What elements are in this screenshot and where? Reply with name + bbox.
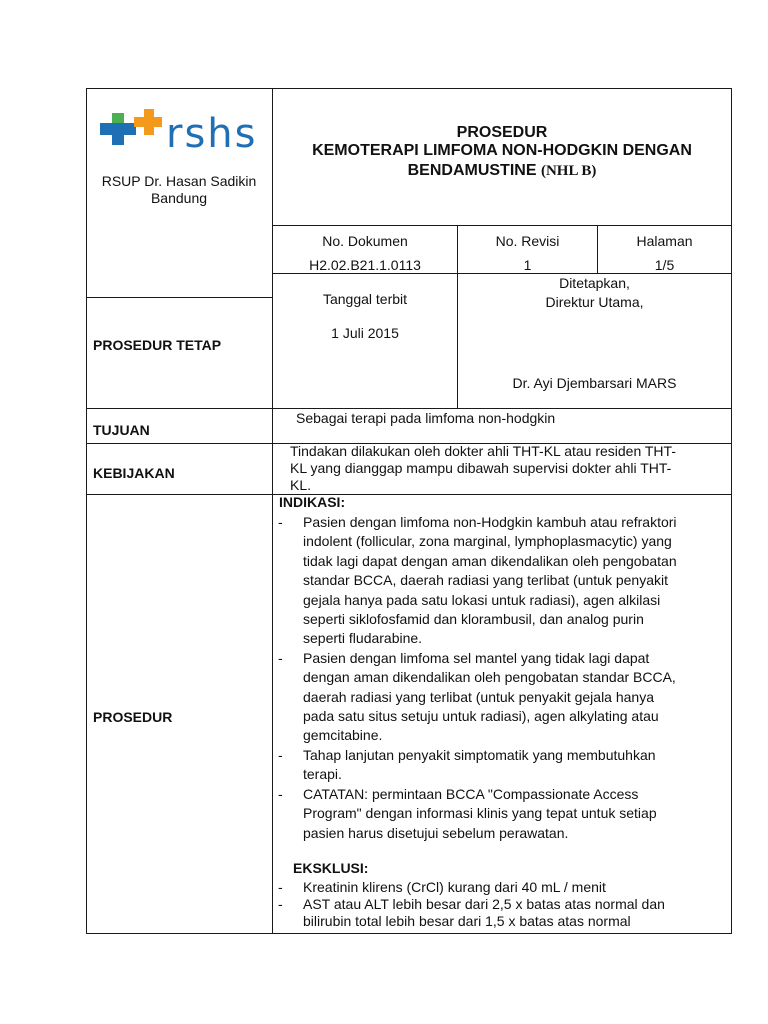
list-item-line: gejala hanya pada satu lokasi untuk radiasi), agen alkilasi (303, 591, 661, 608)
ditetapkan-label: Ditetapkan, (559, 275, 630, 291)
bullet-dash: - (278, 746, 283, 763)
list-item-line: Pasien dengan limfoma non-Hodgkin kambuh atau refraktori (303, 514, 677, 530)
bullet-dash: - (278, 785, 283, 802)
kebijakan-line-1: Tindakan dilakukan oleh dokter ahli THT-KL atau residen THT- (290, 443, 676, 459)
list-item (278, 746, 728, 785)
prosedur-tetap-label: PROSEDUR TETAP (93, 337, 222, 353)
list-item-line: CATATAN: permintaan BCCA "Compassionate Access (303, 785, 639, 802)
kebijakan-bottom-line (86, 494, 732, 495)
list-item-line: pada satu situs setuju untuk radiasi), agen alkylating atau (303, 708, 659, 725)
halaman-value: 1/5 (654, 257, 675, 273)
no-dokumen-value: H2.02.B21.1.0113 (309, 257, 421, 273)
tujuan-label: TUJUAN (93, 422, 150, 438)
column-divider (272, 88, 273, 934)
table-border-top (86, 88, 732, 89)
bullet-dash: - (278, 649, 283, 666)
kebijakan-label: KEBIJAKAN (93, 465, 175, 481)
tujuan-text: Sebagai terapi pada limfoma non-hodgkin (296, 410, 556, 426)
list-item-line: terapi. (303, 766, 342, 783)
title-regimen-code: (NHL B) (540, 163, 597, 179)
signatory-name: Dr. Ayi Djembarsari MARS (512, 375, 677, 391)
list-item-line: Program" dengan informasi klinis yang tepat untuk setiap (303, 805, 657, 822)
list-item-line: Pasien dengan limfoma sel mantel yang tidak lagi dapat (303, 649, 650, 666)
title-line2: KEMOTERAPI LIMFOMA NON-HODGKIN DENGAN (312, 142, 692, 159)
table-border-left (86, 88, 87, 934)
list-item-line: Tahap lanjutan penyakit simptomatik yang membutuhkan (303, 746, 656, 763)
indikasi-list (278, 513, 728, 843)
list-item (278, 879, 728, 896)
cross-logo-icon (100, 109, 162, 145)
list-item-line: dengan aman dikendalikan oleh pengobatan standar BCCA, (303, 669, 676, 686)
list-item-line: gemcitabine. (303, 727, 383, 744)
table-border-bottom (86, 933, 732, 934)
table-border-right (731, 88, 732, 934)
kebijakan-line-2: KL yang dianggap mampu dibawah supervisi dokter ahli THT- (290, 460, 672, 476)
no-revisi-value: 1 (523, 257, 532, 273)
list-item-line: pasien harus disetujui sebelum perawatan. (303, 824, 569, 841)
list-item (278, 513, 728, 649)
title-drug-name: BENDAMUSTINE (407, 162, 537, 179)
list-item-line: bilirubin total lebih besar dari 1,5 x batas atas normal (303, 913, 631, 929)
list-item-line: AST atau ALT lebih besar dari 2,5 x batas atas normal dan (303, 896, 665, 912)
indikasi-heading: INDIKASI: (279, 494, 346, 510)
list-item-line: daerah radiasi yang terlibat (untuk penyakit gejala hanya (303, 688, 655, 705)
logo-text: rshs (166, 111, 258, 155)
list-item (278, 896, 728, 930)
list-item-line: Kreatinin klirens (CrCl) kurang dari 40 mL / menit (303, 879, 606, 895)
list-item-line: seperti fludarabine. (303, 630, 423, 647)
list-item (278, 785, 728, 843)
tanggal-terbit-value: 1 Juli 2015 (331, 325, 399, 341)
no-dokumen-label: No. Dokumen (322, 233, 408, 249)
prosedur-label: PROSEDUR (93, 709, 173, 725)
eksklusi-heading: EKSKLUSI: (293, 860, 369, 876)
no-revisi-label: No. Revisi (495, 233, 560, 249)
list-item-line: standar BCCA, daerah radiasi yang terlibat (untuk penyakit (303, 572, 668, 589)
procedure-document (86, 88, 732, 934)
bullet-dash: - (278, 514, 283, 530)
org-name-line2: Bandung (150, 190, 208, 206)
eksklusi-list (278, 879, 728, 930)
list-item-line: indolent (follicular, zona marginal, lymphoplasmacytic) yang (303, 533, 672, 550)
direktur-utama-label: Direktur Utama, (545, 294, 644, 310)
tanggal-terbit-label: Tanggal terbit (322, 291, 408, 307)
halaman-label: Halaman (636, 233, 693, 249)
org-name-line1: RSUP Dr. Hasan Sadikin (101, 173, 257, 189)
logo-cell-bottom-line (86, 297, 273, 298)
title-line3 (273, 161, 731, 181)
rshs-logo (96, 103, 261, 155)
bullet-dash: - (278, 896, 283, 912)
kebijakan-line-3: KL. (290, 477, 312, 493)
title-line1: PROSEDUR (456, 124, 548, 141)
list-item (278, 649, 728, 746)
list-item-line: tidak lagi dapat dengan aman dikendalikan oleh pengobatan (303, 552, 677, 569)
bullet-dash: - (278, 879, 283, 895)
title-bottom-line (272, 225, 732, 226)
list-item-line: seperti siklofosfamid dan klorambusil, dan analog purin (303, 611, 644, 628)
